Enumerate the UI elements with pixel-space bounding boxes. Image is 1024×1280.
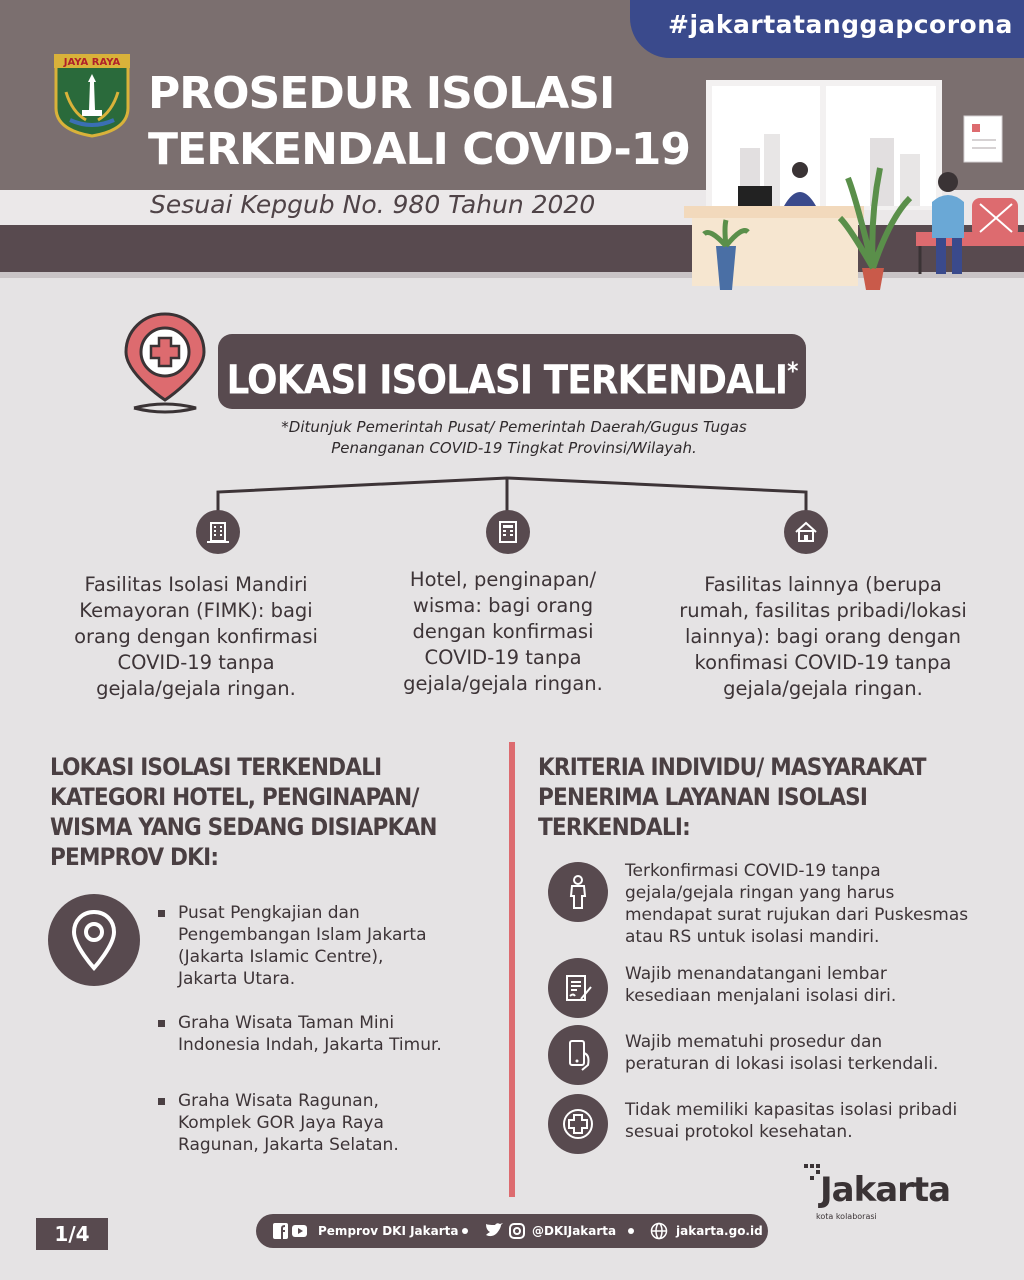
jakarta-crest-icon <box>52 52 132 138</box>
location-note: *Ditunjuk Pemerintah Pusat/ Pemerintah Daerah/Gugus Tugas Penanganan COVID-19 Tingkat Provinsi/Wilayah. <box>281 418 747 457</box>
criteria-1: Terkonfirmasi COVID-19 tanpa gejala/gejala ringan yang harus mendapat surat rujukan dari Puskesmas atau RS untuk isolasi mandiri. <box>625 861 969 947</box>
facebook-youtube-icon[interactable] <box>272 1222 308 1240</box>
globe-icon[interactable] <box>650 1222 668 1240</box>
list-item: Graha Wisata Ragunan, Komplek GOR Jaya Raya Ragunan, Jakarta Selatan. <box>158 1090 488 1156</box>
criteria-3: Wajib mematuhi prosedur dan peraturan di lokasi isolasi terkendali. <box>625 1032 939 1074</box>
location-pin-cross-icon <box>124 312 206 416</box>
title-line-2: TERKENDALI COVID-19 <box>148 124 690 175</box>
section-divider <box>509 742 515 1197</box>
location-title: LOKASI ISOLASI TERKENDALI* <box>226 357 798 404</box>
page-indicator: 1/4 <box>36 1218 108 1250</box>
map-pin-icon <box>48 894 140 986</box>
reception-illustration <box>680 78 1024 293</box>
medical-cross-icon <box>548 1094 608 1154</box>
house-icon <box>784 510 828 554</box>
footer-dki-handle[interactable]: @DKIJakarta <box>532 1224 617 1238</box>
document-sign-icon <box>548 958 608 1018</box>
title-line-1: PROSEDUR ISOLASI <box>148 68 615 119</box>
list-item: Pusat Pengkajian dan Pengembangan Islam Jakarta (Jakarta Islamic Centre), Jakarta Utara. <box>158 902 488 990</box>
twitter-instagram-icon[interactable] <box>484 1222 528 1240</box>
svg-text:JAYA RAYA: JAYA RAYA <box>63 57 121 68</box>
criteria-2: Wajib menandatangani lembar kesediaan menjalani isolasi diri. <box>625 964 897 1006</box>
subtitle: Sesuai Kepgub No. 980 Tahun 2020 <box>150 190 596 219</box>
location-column-2: Hotel, penginapan/ wisma: bagi orang dengan konfirmasi COVID-19 tanpa gejala/gejala ringan. <box>403 568 603 695</box>
jakarta-brand-tagline: kota kolaborasi <box>816 1212 877 1221</box>
location-circle <box>48 894 140 986</box>
prepared-locations-list <box>158 902 488 1170</box>
footer-pemprov-link[interactable]: Pemprov DKI Jakarta <box>318 1224 459 1238</box>
person-icon <box>548 862 608 922</box>
list-item: Graha Wisata Taman Mini Indonesia Indah, Jakarta Timur. <box>158 1012 488 1056</box>
footer-website-link[interactable]: jakarta.go.id <box>676 1224 763 1238</box>
phone-hand-icon <box>548 1025 608 1085</box>
criteria-4: Tidak memiliki kapasitas isolasi pribadi sesuai protokol kesehatan. <box>625 1100 958 1142</box>
building-icon <box>196 510 240 554</box>
right-section-heading: KRITERIA INDIVIDU/ MASYARAKAT PENERIMA LAYANAN ISOLASI TERKENDALI: <box>538 753 926 841</box>
location-column-3: Fasilitas lainnya (berupa rumah, fasilitas pribadi/lokasi lainnya): bagi orang dengan konfimasi COVID-19 tanpa gejala/gejala ringan. <box>679 573 967 700</box>
footer-separator <box>628 1228 634 1234</box>
footer-separator <box>462 1228 468 1234</box>
left-section-heading: LOKASI ISOLASI TERKENDALI KATEGORI HOTEL, PENGINAPAN/ WISMA YANG SEDANG DISIAPKAN PEMPROV DKI: <box>50 753 437 871</box>
jakarta-brand: Jakarta <box>820 1170 951 1210</box>
location-column-1: Fasilitas Isolasi Mandiri Kemayoran (FIMK): bagi orang dengan konfirmasi COVID-19 tanpa gejala/gejala ringan. <box>74 573 318 700</box>
hashtag-text: #jakartatanggapcorona <box>668 10 1013 39</box>
hotel-icon <box>486 510 530 554</box>
